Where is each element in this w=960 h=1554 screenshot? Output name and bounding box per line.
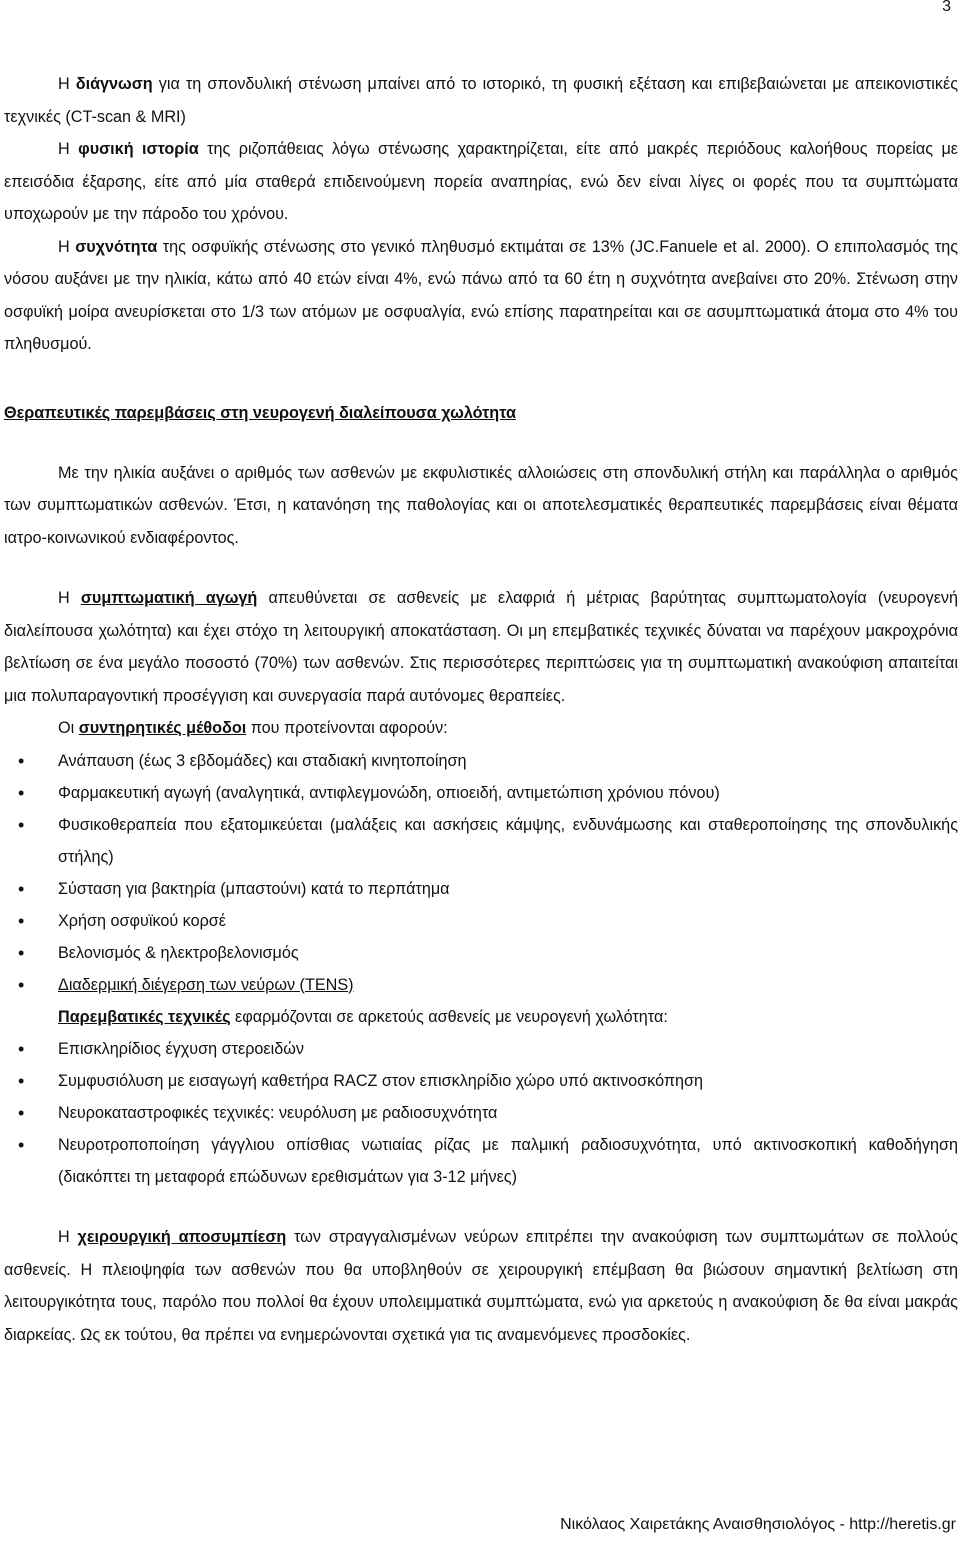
age-paragraph: Με την ηλικία αυξάνει ο αριθμός των ασθενών με εκφυλιστικές αλλοιώσεις στη σπονδυλική στήλη και παράλληλα ο αριθμός των συμπτωματικών ασθενών. Έτσι, η κατανόηση της παθολογίας και οι αποτελεσματικές θεραπευτικές παρεμβάσεις είναι θέματα ιατρο-κοινωνικού ενδιαφέροντος. (4, 463, 958, 547)
list-item: • Νευροτροποποίηση γάγγλιου οπίσθιας νωτιαίας ρίζας με παλμική ραδιοσυχνότητα, υπό ακτινοσκοπική καθοδήγηση (διακόπτει τη μεταφορά επώδυνων ερεθισμάτων για 3-12 μήνες) (4, 1129, 958, 1193)
list-item: • Συμφυσιόλυση με εισαγωγή καθετήρα RACZ στον επισκληρίδιο χώρο υπό ακτινοσκόπηση (4, 1065, 958, 1097)
diagnosis-paragraph: Η διάγνωση για τη σπονδυλική στένωση μπαίνει από το ιστορικό, τη φυσική εξέταση και επιβεβαιώνεται με απεικονιστικές τεχνικές (CT-scan & MRI) (4, 75, 959, 126)
list-item: • Νευροκαταστροφικές τεχνικές: νευρόλυση με ραδιοσυχνότητα (4, 1097, 958, 1129)
list-item: • Φυσικοθεραπεία που εξατομικεύεται (μαλάξεις και ασκήσεις κάμψης, ενδυνάμωσης και σταθεροποίησης της σπονδυλικής στήλης) (4, 809, 958, 873)
term-natural-history: φυσική ιστορία (78, 140, 199, 158)
frequency-paragraph: Η συχνότητα της οσφυϊκής στένωσης στο γενικό πληθυσμό εκτιμάται σε 13% (JC.Fanuele et al. 2000). Ο επιπολασμός της νόσου αυξάνει με την ηλικία, κάτω από 40 ετών είναι 4%, ενώ πάνω από τα 60 έτη η συχνότητα ανεβαίνει στο 20%. Στένωση στην οσφυϊκή μοίρα ανευρίσκεται στο 1/3 των ατόμων με οσφυαλγία, ενώ επίσης παρατηρείται και σε ασυμπτωματικά άτομα στο 4% του πληθυσμού. (4, 237, 958, 353)
natural-history-paragraph: Η φυσική ιστορία της ριζοπάθειας λόγω στένωσης χαρακτηρίζεται, είτε από μακρές περιόδους καλοήθους πορείας με επεισόδια έξαρσης, είτε από μία σταθερά επιδεινούμενη πορεία αναπηρίας, ενώ δεν είναι λίγες οι φορές που τα συμπτώματα υποχωρούν με την πάροδο του χρόνου. (4, 140, 959, 223)
page-footer: Νικόλαος Χαιρετάκης Αναισθησιολόγος - http://heretis.gr (560, 1516, 956, 1533)
list-item: • Φαρμακευτική αγωγή (αναλγητικά, αντιφλεγμονώδη, οπιοειδή, αντιμετώπιση χρόνιου πόνου) (4, 777, 958, 809)
list-item: • Ανάπαυση (έως 3 εβδομάδες) και σταδιακή κινητοποίηση (4, 745, 958, 777)
interventional-intro: Παρεμβατικές τεχνικές εφαρμόζονται σε αρκετούς ασθενείς με νευρογενή χωλότητα: (58, 1007, 668, 1026)
term-frequency: συχνότητα (75, 237, 158, 256)
surgery-paragraph: Η χειρουργική αποσυμπίεση των στραγγαλισμένων νεύρων επιτρέπει την ανακούφιση των συμπτωμάτων σε πολλούς ασθενείς. Η πλειοψηφία των ασθενών που θα υποβληθούν σε χειρουργική επέμβαση θα βιώσουν σημαντική βελτίωση στη λειτουργικότητα τους, παρόλο που πολλοί θα έχουν υπολειμματικά συμπτώματα, ενώ για αρκετούς η ανακούφιση δε θα είναι μακράς διαρκείας. Ως εκ τούτου, θα πρέπει να ενημερώνονται σχετικά για τις αναμενόμενες προσδοκίες. (4, 1228, 959, 1344)
term-diagnosis: διάγνωση (75, 75, 153, 93)
list-item: • Σύσταση για βακτηρία (μπαστούνι) κατά το περπάτημα (4, 873, 958, 905)
list-item: • Βελονισμός & ηλεκτροβελονισμός (4, 937, 958, 969)
list-item: • Διαδερμική διέγερση των νεύρων (TENS) (4, 969, 958, 1001)
section-heading: Θεραπευτικές παρεμβάσεις στη νευρογενή διαλείπουσα χωλότητα (4, 403, 516, 422)
conservative-intro: Οι συντηρητικές μέθοδοι που προτείνονται αφορούν: (58, 719, 448, 737)
term-symptomatic-treatment: συμπτωματική αγωγή (80, 589, 258, 607)
symptomatic-paragraph: Η συμπτωματική αγωγή απευθύνεται σε ασθενείς με ελαφριά ή μέτριας βαρύτητας συμπτωματολογία (νευρογενή διαλείπουσα χωλότητα) και έχει στόχο τη λειτουργική αποκατάσταση. Οι μη επεμβατικές τεχνικές δύναται να παρέχουν μακροχρόνια βελτίωση σε ένα μεγάλο ποσοστό (70%) των ασθενών. Στις περισσότερες περιπτώσεις για τη συμπτωματική ανακούφιση απαιτείται μια πολυπαραγοντική προσέγγιση και συνεργασία παρά αυτόνομες θεραπείες. (4, 589, 959, 705)
conservative-list (4, 745, 958, 1001)
term-conservative-methods: συντηρητικές μέθοδοι (78, 719, 247, 737)
term-interventional-techniques: Παρεμβατικές τεχνικές (58, 1007, 231, 1026)
interventional-list (4, 1033, 958, 1193)
list-item: • Χρήση οσφυϊκού κορσέ (4, 905, 958, 937)
page-number: 3 (942, 0, 951, 15)
document-body (4, 68, 958, 1351)
term-surgical-decompression: χειρουργική αποσυμπίεση (77, 1228, 287, 1246)
list-item: • Επισκληρίδιος έγχυση στεροειδών (4, 1033, 958, 1065)
